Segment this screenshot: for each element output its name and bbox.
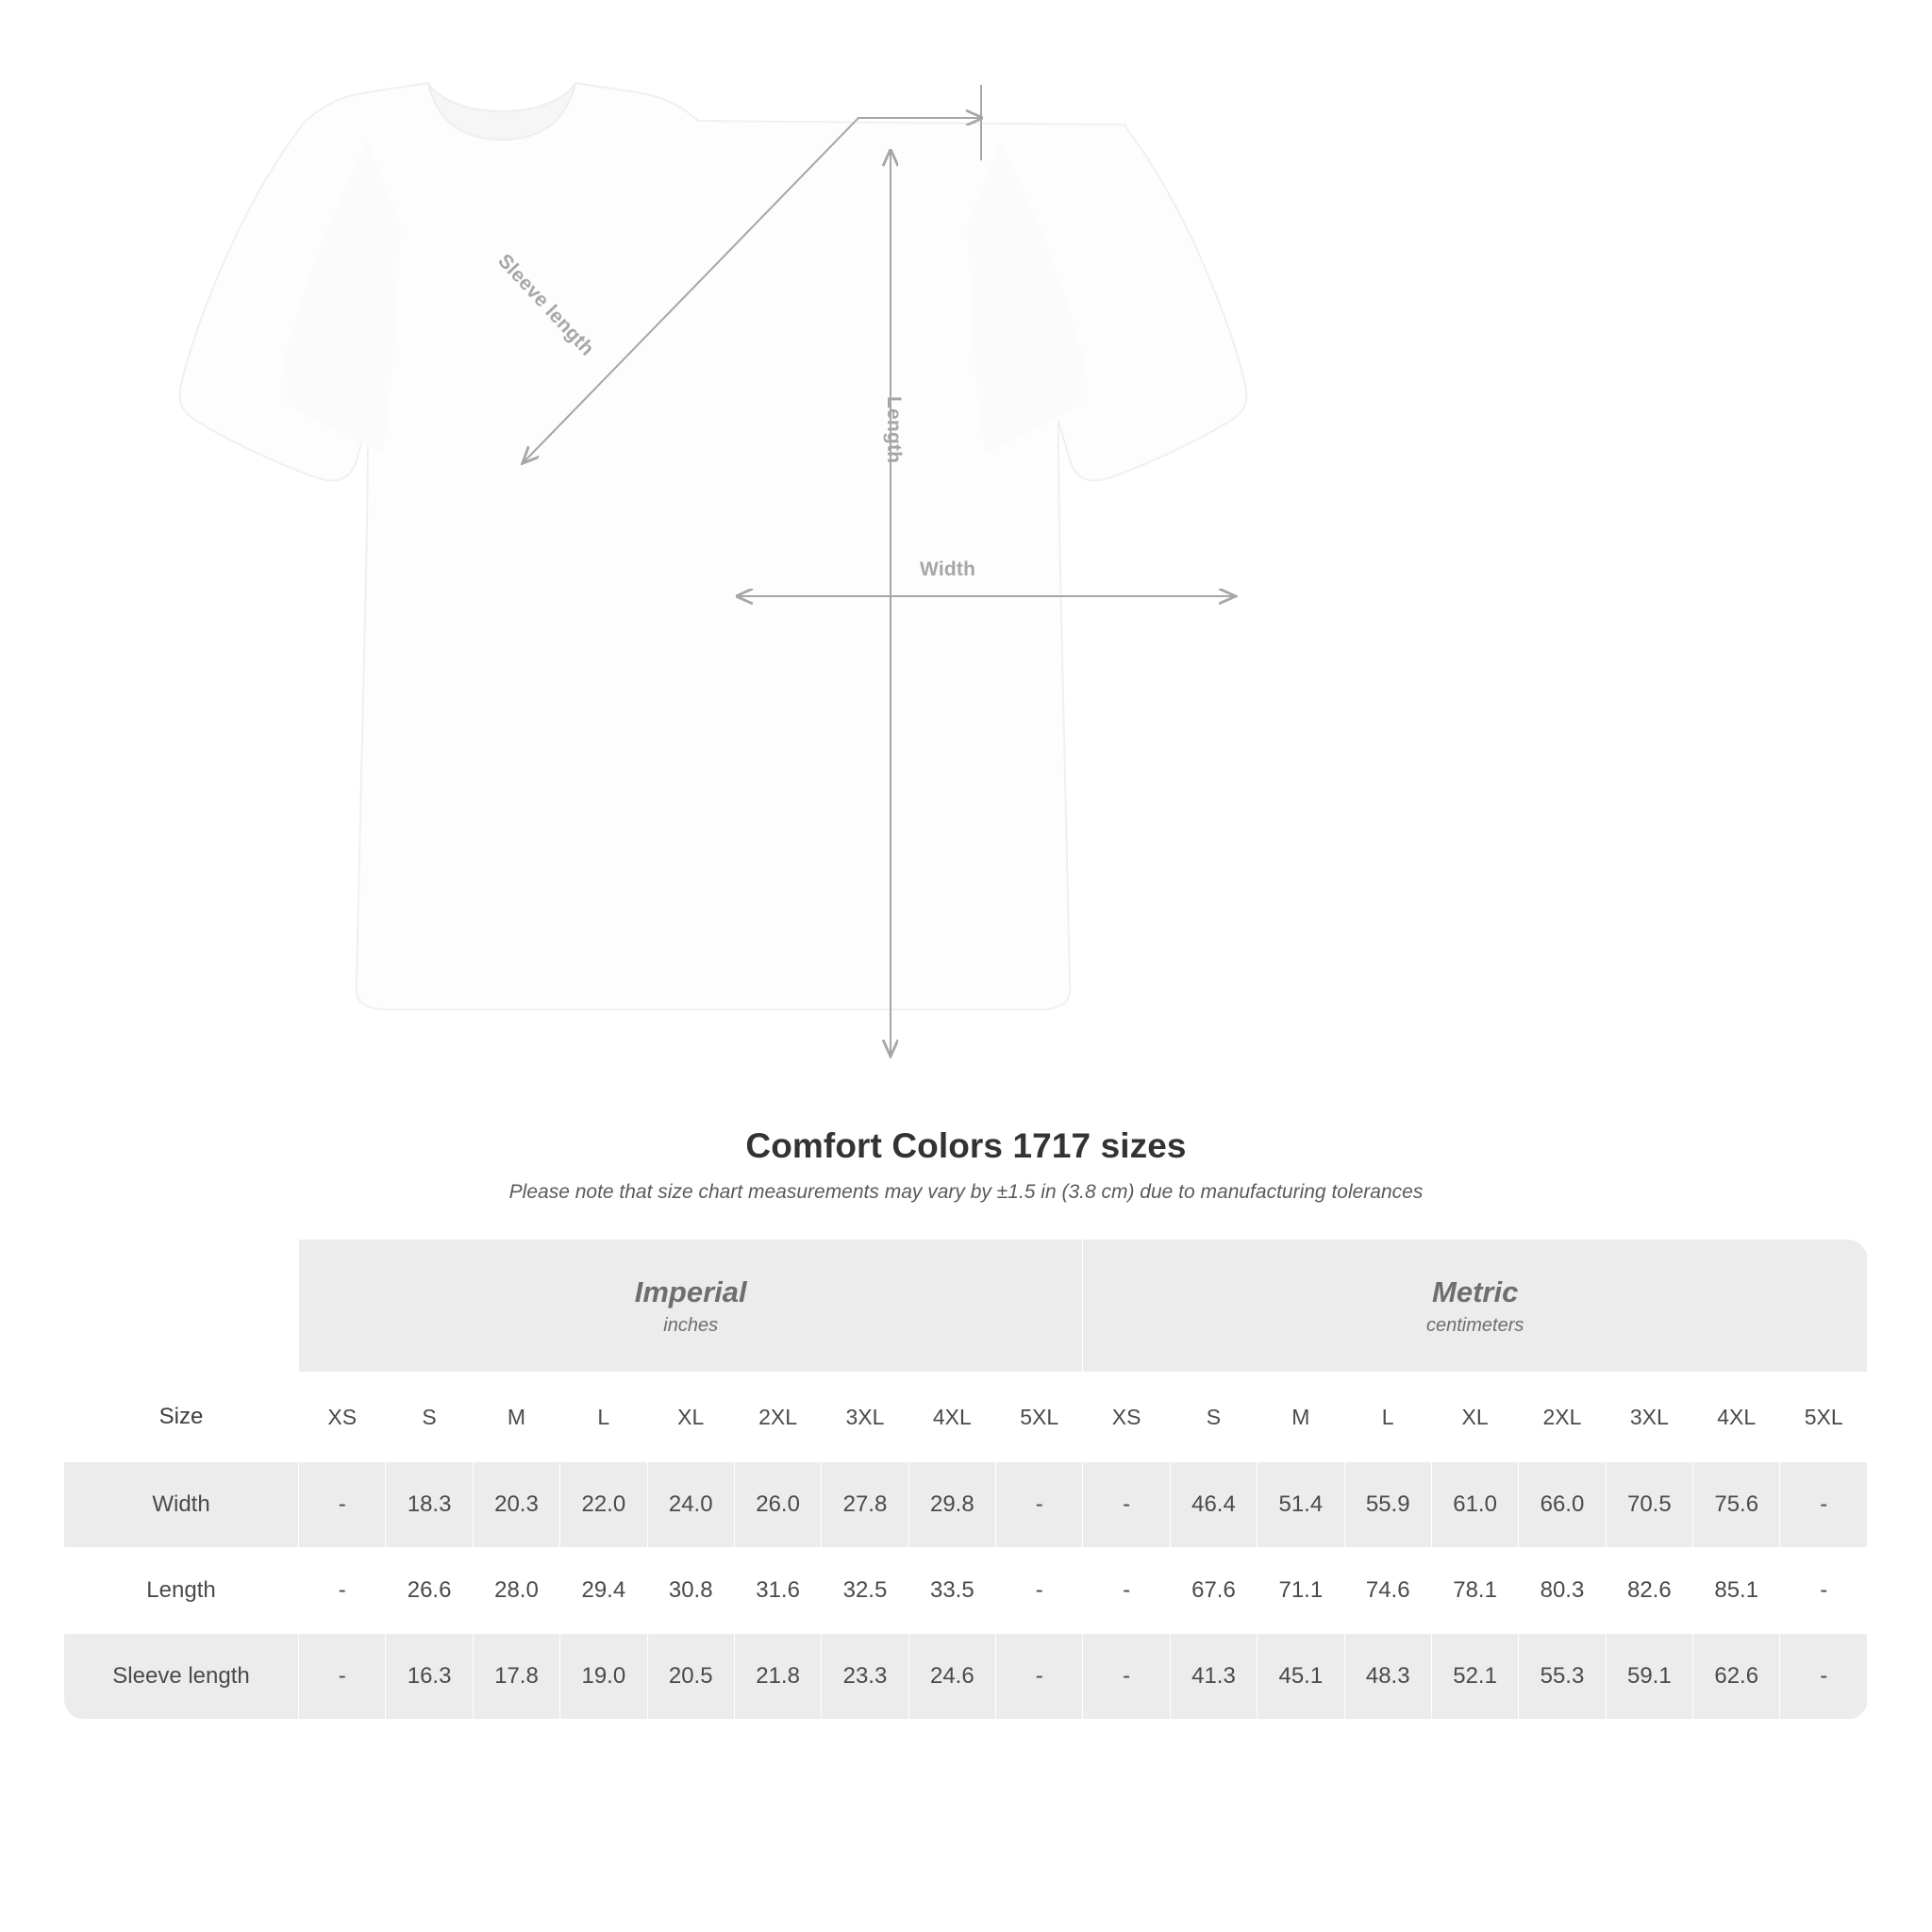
size-header-metric-s: S xyxy=(1170,1373,1257,1462)
size-chart-table-wrap xyxy=(64,1240,1868,1720)
size-header-metric-l: L xyxy=(1344,1373,1431,1462)
unit-group-imperial xyxy=(299,1240,1083,1373)
unit-group-imperial-sub: inches xyxy=(663,1314,719,1336)
size-header-metric-xl: XL xyxy=(1431,1373,1518,1462)
cell-length-metric-xs: - xyxy=(1083,1548,1170,1634)
cell-width-imperial-3xl: 27.8 xyxy=(822,1462,908,1548)
table-row xyxy=(64,1462,1868,1548)
cell-width-metric-m: 51.4 xyxy=(1257,1462,1344,1548)
cell-width-metric-3xl: 70.5 xyxy=(1606,1462,1692,1548)
tolerance-note: Please note that size chart measurements may vary by ±1.5 in (3.8 cm) due to manufacturing tolerances xyxy=(508,1181,1424,1203)
row-label-width: Width xyxy=(64,1462,299,1548)
cell-width-imperial-xs: - xyxy=(299,1462,386,1548)
unit-group-metric-name: Metric xyxy=(1432,1275,1519,1309)
cell-width-imperial-2xl: 26.0 xyxy=(734,1462,821,1548)
cell-length-metric-4xl: 85.1 xyxy=(1693,1548,1780,1634)
length-dimension-label: Length xyxy=(883,396,905,464)
cell-length-metric-xl: 78.1 xyxy=(1431,1548,1518,1634)
size-header-row xyxy=(64,1373,1868,1462)
size-header-metric-xs: XS xyxy=(1083,1373,1170,1462)
cell-width-imperial-l: 22.0 xyxy=(560,1462,647,1548)
cell-length-metric-l: 74.6 xyxy=(1344,1548,1431,1634)
cell-length-metric-s: 67.6 xyxy=(1170,1548,1257,1634)
unit-group-imperial-name: Imperial xyxy=(634,1275,747,1309)
cell-width-metric-l: 55.9 xyxy=(1344,1462,1431,1548)
cell-length-metric-3xl: 82.6 xyxy=(1606,1548,1692,1634)
size-header-imperial-l: L xyxy=(560,1373,647,1462)
row-label-length: Length xyxy=(64,1548,299,1634)
page-title: Comfort Colors 1717 sizes xyxy=(745,1126,1187,1165)
size-header-imperial-3xl: 3XL xyxy=(822,1373,908,1462)
cell-sleeve-metric-m: 45.1 xyxy=(1257,1634,1344,1720)
cell-sleeve-imperial-l: 19.0 xyxy=(560,1634,647,1720)
cell-sleeve-imperial-5xl: - xyxy=(996,1634,1083,1720)
cell-sleeve-imperial-3xl: 23.3 xyxy=(822,1634,908,1720)
cell-length-imperial-2xl: 31.6 xyxy=(734,1548,821,1634)
cell-width-imperial-m: 20.3 xyxy=(473,1462,559,1548)
size-chart-table xyxy=(64,1240,1868,1720)
cell-width-imperial-s: 18.3 xyxy=(386,1462,473,1548)
size-header-imperial-2xl: 2XL xyxy=(734,1373,821,1462)
cell-sleeve-metric-4xl: 62.6 xyxy=(1693,1634,1780,1720)
cell-sleeve-imperial-2xl: 21.8 xyxy=(734,1634,821,1720)
size-header-imperial-xs: XS xyxy=(299,1373,386,1462)
cell-width-metric-4xl: 75.6 xyxy=(1693,1462,1780,1548)
size-header-metric-m: M xyxy=(1257,1373,1344,1462)
cell-width-metric-5xl: - xyxy=(1780,1462,1868,1548)
size-header-metric-5xl: 5XL xyxy=(1780,1373,1868,1462)
size-header-imperial-xl: XL xyxy=(647,1373,734,1462)
cell-length-metric-5xl: - xyxy=(1780,1548,1868,1634)
size-header-imperial-4xl: 4XL xyxy=(908,1373,995,1462)
cell-width-imperial-4xl: 29.8 xyxy=(908,1462,995,1548)
cell-length-imperial-xs: - xyxy=(299,1548,386,1634)
cell-sleeve-imperial-4xl: 24.6 xyxy=(908,1634,995,1720)
cell-sleeve-imperial-xl: 20.5 xyxy=(647,1634,734,1720)
table-corner xyxy=(64,1240,299,1373)
row-label-sleeve-length: Sleeve length xyxy=(64,1634,299,1720)
cell-length-imperial-4xl: 33.5 xyxy=(908,1548,995,1634)
cell-sleeve-metric-s: 41.3 xyxy=(1170,1634,1257,1720)
size-header-metric-3xl: 3XL xyxy=(1606,1373,1692,1462)
unit-group-metric xyxy=(1083,1240,1868,1373)
cell-width-metric-xs: - xyxy=(1083,1462,1170,1548)
cell-length-imperial-5xl: - xyxy=(996,1548,1083,1634)
cell-sleeve-metric-5xl: - xyxy=(1780,1634,1868,1720)
cell-length-imperial-xl: 30.8 xyxy=(647,1548,734,1634)
cell-length-imperial-s: 26.6 xyxy=(386,1548,473,1634)
cell-sleeve-metric-xl: 52.1 xyxy=(1431,1634,1518,1720)
unit-group-metric-sub: centimeters xyxy=(1426,1314,1524,1336)
cell-sleeve-imperial-m: 17.8 xyxy=(473,1634,559,1720)
cell-width-imperial-xl: 24.0 xyxy=(647,1462,734,1548)
size-header-imperial-5xl: 5XL xyxy=(996,1373,1083,1462)
size-header-label: Size xyxy=(64,1373,299,1462)
cell-sleeve-metric-l: 48.3 xyxy=(1344,1634,1431,1720)
cell-length-imperial-3xl: 32.5 xyxy=(822,1548,908,1634)
cell-sleeve-metric-xs: - xyxy=(1083,1634,1170,1720)
size-header-metric-4xl: 4XL xyxy=(1693,1373,1780,1462)
cell-width-imperial-5xl: - xyxy=(996,1462,1083,1548)
cell-length-metric-2xl: 80.3 xyxy=(1519,1548,1606,1634)
cell-sleeve-imperial-s: 16.3 xyxy=(386,1634,473,1720)
table-row xyxy=(64,1634,1868,1720)
table-row xyxy=(64,1548,1868,1634)
sleeve-length-dimension-label: Sleeve length xyxy=(493,250,599,360)
cell-sleeve-metric-3xl: 59.1 xyxy=(1606,1634,1692,1720)
cell-width-metric-s: 46.4 xyxy=(1170,1462,1257,1548)
cell-width-metric-2xl: 66.0 xyxy=(1519,1462,1606,1548)
unit-group-row xyxy=(64,1240,1868,1373)
size-header-imperial-s: S xyxy=(386,1373,473,1462)
cell-length-imperial-l: 29.4 xyxy=(560,1548,647,1634)
cell-sleeve-imperial-xs: - xyxy=(299,1634,386,1720)
size-header-metric-2xl: 2XL xyxy=(1519,1373,1606,1462)
cell-length-imperial-m: 28.0 xyxy=(473,1548,559,1634)
size-header-imperial-m: M xyxy=(473,1373,559,1462)
cell-length-metric-m: 71.1 xyxy=(1257,1548,1344,1634)
cell-width-metric-xl: 61.0 xyxy=(1431,1462,1518,1548)
width-dimension-label: Width xyxy=(920,558,976,580)
cell-sleeve-metric-2xl: 55.3 xyxy=(1519,1634,1606,1720)
